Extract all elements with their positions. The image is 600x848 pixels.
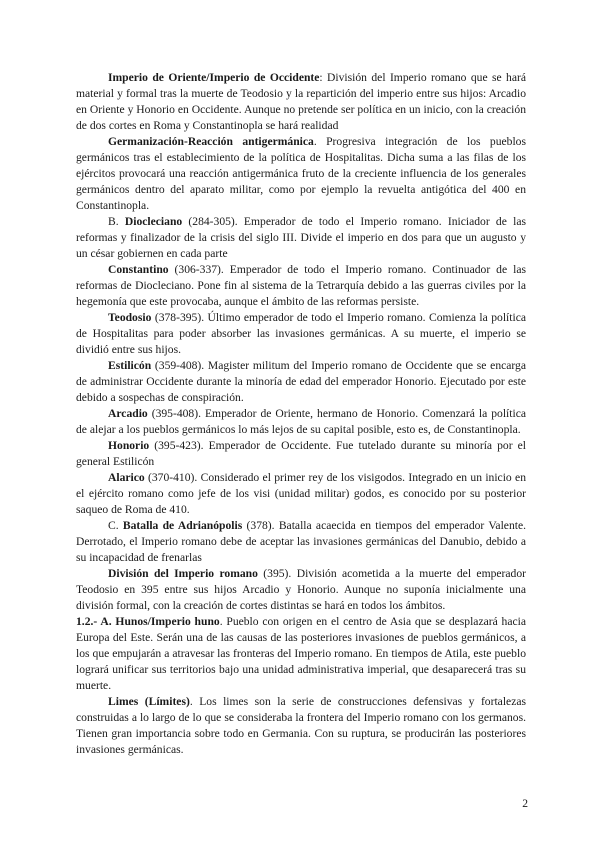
entry-term: Germanización-Reacción antigermánica bbox=[108, 135, 314, 148]
entry-arcadio bbox=[76, 406, 526, 438]
entry-limes bbox=[76, 694, 526, 758]
section-marker: C. bbox=[108, 519, 123, 532]
entry-germanizacion bbox=[76, 134, 526, 214]
entry-alarico bbox=[76, 470, 526, 518]
entry-text: (395). División acometida a la muerte del emperador Teodosio en 395 entre sus hijos Arcadio y Honorio. Aunque no suponía inicialmente una división formal, con la creación de cortes distintas se hará en todos los ámbitos. bbox=[76, 567, 526, 612]
entry-term: Constantino bbox=[108, 263, 169, 276]
entry-term: Estilicón bbox=[108, 359, 152, 372]
entry-division-imperio bbox=[76, 566, 526, 614]
entry-batalla-adrianopolis bbox=[76, 518, 526, 566]
entry-estilicon bbox=[76, 358, 526, 406]
entry-term: Imperio de Oriente/Imperio de Occidente bbox=[108, 71, 320, 84]
entry-term: Limes (Límites) bbox=[108, 695, 190, 708]
entry-term: Arcadio bbox=[108, 407, 148, 420]
entry-text: (378-395). Último emperador de todo el Imperio romano. Comienza la política de Hospitalitas para poder absorber las invasiones germánicas. A su muerte, el imperio se dividió entre sus hijos. bbox=[76, 311, 526, 356]
entry-text: : División del Imperio romano que se hará material y formal tras la muerte de Teodosio y la repartición del imperio entre sus hijos: Arcadio en Oriente y Honorio en Occidente. Aunque no pretende ser política en un inicio, con la creación de dos cortes en Roma y Constantinopla se hará realidad bbox=[76, 71, 526, 132]
entry-text: (359-408). Magister militum del Imperio romano de Occidente que se encarga de administrar Occidente durante la minoría de edad del emperador Honorio. Ejecutado por este debido a sospechas de conspiración. bbox=[76, 359, 526, 404]
entry-text: . Progresiva integración de los pueblos germánicos tras el establecimiento de la política de Hospitalitas. Dicha suma a las filas de los ejércitos provocará una reacción antigermánica fruto de la creciente influencia de los generales germánicos dentro del aparato militar, como por ejemplo la revuelta antigótica del 400 en Constantinopla. bbox=[76, 135, 526, 212]
document-body bbox=[76, 70, 526, 758]
entry-diocleciano bbox=[76, 214, 526, 262]
entry-teodosio bbox=[76, 310, 526, 358]
page-number: 2 bbox=[522, 797, 528, 810]
entry-term: Hunos/Imperio huno bbox=[115, 615, 220, 628]
entry-text: (306-337). Emperador de todo el Imperio romano. Continuador de las reformas de Diocleciano. Pone fin al sistema de la Tetrarquía debido a las guerras civiles por la hegemonía que este provocaba, aunque el ámbito de las reformas persiste. bbox=[76, 263, 526, 308]
entry-term: Honorio bbox=[108, 439, 150, 452]
section-marker: 1.2.- A. bbox=[76, 615, 116, 628]
entry-text: (395-408). Emperador de Oriente, hermano de Honorio. Comenzará la política de alejar a los pueblos germánicos lo más lejos de su capital posible, esto es, de Constantinopla. bbox=[76, 407, 526, 436]
entry-term: Batalla de Adrianópolis bbox=[122, 519, 243, 532]
entry-text: (378). Batalla acaecida en tiempos del emperador Valente. Derrotado, el Imperio romano debe de aceptar las invasiones germánicas del Danubio, debido a su incapacidad de frenarlas bbox=[76, 519, 527, 564]
entry-text: . Pueblo con origen en el centro de Asia que se desplazará hacia Europa del Este. Serán una de las causas de las posteriores invasiones de pueblos germánicos, a los que empujarán a atravesar las fronteras del Imperio romano. En tiempos de Atila, este pueblo logrará unificar sus territorios bajo una unidad administrativa imperial, que desaparecerá tras su muerte. bbox=[76, 615, 526, 692]
entry-imperio-oriente-occidente bbox=[76, 70, 526, 134]
entry-text: (284-305). Emperador de todo el Imperio romano. Iniciador de las reformas y finalizador de la crisis del siglo III. Divide el imperio en dos para que un augusto y un césar gobiernen en cada parte bbox=[76, 215, 526, 260]
entry-text: (395-423). Emperador de Occidente. Fue tutelado durante su minoría por el general Estilicón bbox=[76, 439, 526, 468]
entry-constantino bbox=[76, 262, 526, 310]
entry-term: Alarico bbox=[108, 471, 145, 484]
section-marker: B. bbox=[108, 215, 125, 228]
entry-term: Diocleciano bbox=[124, 215, 183, 228]
entry-term: División del Imperio romano bbox=[108, 567, 258, 580]
entry-term: Teodosio bbox=[108, 311, 152, 324]
entry-text: . Los limes son la serie de construcciones defensivas y fortalezas construidas a lo largo de lo que se consideraba la frontera del Imperio romano con los germanos. Tienen gran importancia sobre todo en Germania. Con su ruptura, se producirán las posteriores invasiones germánicas. bbox=[76, 695, 526, 756]
entry-text: (370-410). Considerado el primer rey de los visigodos. Integrado en un inicio en el ejército romano como jefe de los visi (unidad militar) godos, es conocido por su posterior saqueo de Roma de 410. bbox=[76, 471, 526, 516]
entry-hunos bbox=[76, 614, 526, 694]
entry-honorio bbox=[76, 438, 526, 470]
